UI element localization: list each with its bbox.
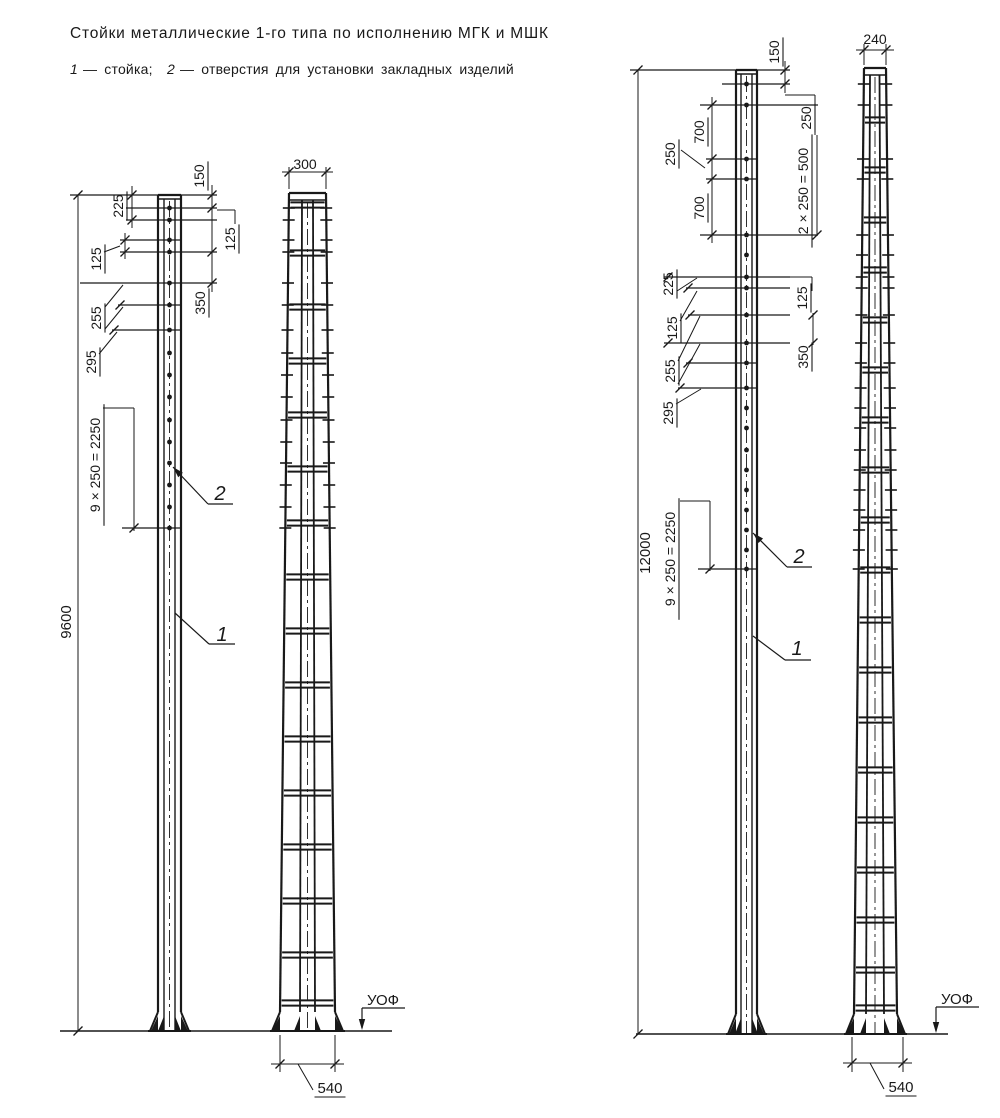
legend-num-2: 2: [167, 61, 175, 77]
dim-label: 350: [795, 345, 811, 369]
dim-label: 2: [793, 546, 805, 568]
dim-text-label-1-left: [216, 624, 227, 646]
dim-text-dim-holes-series-right: [662, 498, 679, 620]
legend-text-2: — отверстия для установки закладных изделий: [180, 61, 514, 77]
dim-text-dim-225-left: [110, 191, 127, 220]
dim-label: 295: [83, 350, 99, 374]
dim-text-dim-225-right: [660, 269, 677, 298]
dim-text-dim-250-right: [798, 103, 815, 132]
dim-text-dim-150-left: [191, 161, 208, 190]
dim-label: 540: [317, 1080, 343, 1097]
dim-label: 125: [664, 316, 680, 340]
dim-text-dim-base-width-left: [315, 1080, 346, 1097]
dim-label: 240: [863, 31, 887, 47]
dim-text-dim-125r-left: [222, 224, 239, 253]
dim-text-dim-125-right: [664, 313, 681, 342]
dim-label: 1: [216, 624, 228, 646]
dim-text-dim-255-right: [662, 356, 679, 385]
dim-text-dim-700a-right: [691, 117, 708, 146]
dim-label: 250: [798, 106, 814, 130]
dim-text-dim-255-left: [88, 303, 105, 332]
dim-text-dim-base-width-right: [886, 1079, 917, 1096]
dim-text-height-left-pole: [58, 605, 75, 638]
pole-side-view-right: [844, 68, 907, 1034]
dim-text-dim-125r-right: [794, 283, 811, 312]
dim-label: 350: [192, 291, 208, 315]
dim-text-ground-mark-right: [941, 991, 973, 1008]
dim-label: 9 × 250 = 2250: [87, 417, 103, 513]
ground-lines: [60, 1031, 948, 1034]
drawing-geometry: [58, 31, 979, 1097]
dim-label: 250: [662, 142, 678, 166]
pole-front-view-right: [630, 70, 818, 1034]
dim-label: 2: [214, 483, 226, 505]
dim-label: 295: [660, 401, 676, 425]
dimension-lines: [74, 44, 980, 1090]
dim-text-label-1-right: [791, 638, 802, 660]
dim-label: 255: [662, 359, 678, 383]
dim-text-dim-350-right: [795, 342, 812, 371]
dim-label: 1: [791, 638, 803, 660]
dim-label: 12000: [637, 532, 654, 574]
dim-text-label-2-left: [213, 483, 225, 505]
pole-side-view-left: [270, 193, 345, 1031]
dim-text-label-2-right: [792, 546, 804, 568]
dim-label: 225: [660, 272, 676, 296]
dim-label: УОФ: [366, 992, 400, 1009]
dim-text-dim-top-width-right: [863, 31, 887, 47]
dim-text-dim-2x250-right: [795, 134, 812, 247]
dim-label: 700: [691, 196, 707, 220]
dim-text-dim-150-right: [766, 37, 783, 66]
dim-label: 255: [88, 306, 104, 330]
dim-text-dim-125-left: [88, 244, 105, 273]
dim-label: 300: [293, 156, 317, 172]
dim-text-ground-mark-left: [367, 992, 399, 1009]
page-title: Стойки металлические 1-го типа по исполнению МГК и МШК: [70, 25, 549, 42]
dim-label: 150: [191, 164, 207, 188]
legend-text-1: — стойка;: [83, 61, 153, 77]
dim-label: 9600: [58, 605, 75, 639]
dim-text-dim-250l-right: [662, 139, 679, 168]
dim-text-dim-350-left: [192, 288, 209, 317]
dim-label: 125: [88, 247, 104, 271]
legend-num-1: 1: [70, 61, 78, 77]
dim-label: 540: [888, 1079, 914, 1096]
dim-label: 700: [691, 120, 707, 144]
dim-label: 225: [110, 194, 126, 218]
drawing-header: [70, 25, 549, 77]
dim-text-dim-295-right: [660, 398, 677, 427]
dimension-texts: [58, 31, 973, 1097]
dim-text-dim-holes-series-left: [87, 404, 104, 526]
dim-label: 150: [766, 40, 782, 64]
dim-label: УОФ: [940, 991, 974, 1008]
dim-text-dim-top-width-left: [293, 156, 317, 172]
dim-label: 125: [794, 286, 810, 310]
dim-text-height-right-pole: [637, 532, 654, 574]
dim-text-dim-700b-right: [691, 193, 708, 222]
dim-label: 2 × 250 = 500: [795, 147, 811, 235]
dim-label: 125: [222, 227, 238, 251]
dim-text-dim-295-left: [83, 347, 100, 376]
dim-label: 9 × 250 = 2250: [662, 511, 678, 607]
